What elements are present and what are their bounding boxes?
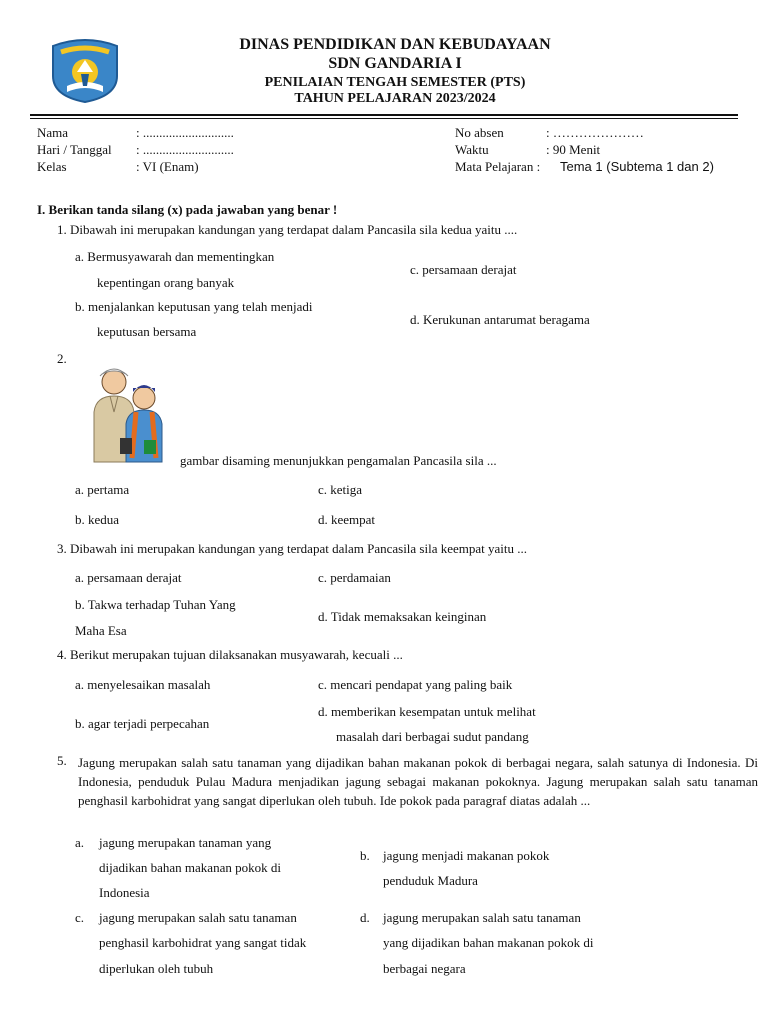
q1-option-a[interactable]: a. Bermusyawarah dan mementingkan: [75, 249, 275, 264]
q5-option-d-label[interactable]: d.: [360, 910, 370, 925]
nama-field[interactable]: : ............................: [136, 125, 234, 140]
mapel-value: Tema 1 (Subtema 1 dan 2): [560, 159, 714, 174]
q3-option-b-cont: Maha Esa: [75, 623, 127, 638]
q3-option-b[interactable]: b. Takwa terhadap Tuhan Yang: [75, 597, 236, 612]
hari-label: Hari / Tanggal: [37, 142, 112, 157]
q5-option-b-label[interactable]: b.: [360, 848, 370, 863]
header-line-2: SDN GANDARIA I: [328, 55, 462, 72]
kelas-value: : VI (Enam): [136, 159, 199, 174]
q1-option-c[interactable]: c. persamaan derajat: [410, 262, 517, 277]
q5-option-a[interactable]: jagung merupakan tanaman yang: [99, 835, 272, 850]
q1-option-d[interactable]: d. Kerukunan antarumat beragama: [410, 312, 590, 327]
kelas-label: Kelas: [37, 159, 67, 174]
q1-option-b-cont: keputusan bersama: [97, 324, 197, 339]
waktu-value: : 90 Menit: [546, 142, 601, 157]
hari-field[interactable]: : ............................: [136, 142, 234, 157]
absen-label: No absen: [455, 125, 504, 140]
section-instruction: I. Berikan tanda silang (x) pada jawaban yang benar !: [37, 202, 338, 217]
absen-field[interactable]: : …………………: [546, 125, 644, 140]
q2-option-a[interactable]: a. pertama: [75, 482, 130, 497]
illustration-father-son: [82, 362, 176, 466]
q4-option-b[interactable]: b. agar terjadi perpecahan: [75, 716, 210, 731]
header-rule-thick: [30, 114, 738, 116]
q5-option-b[interactable]: jagung menjadi makanan pokok: [383, 848, 550, 863]
header-line-4: TAHUN PELAJARAN 2023/2024: [294, 91, 496, 106]
q3-option-c[interactable]: c. perdamaian: [318, 570, 391, 585]
nama-label: Nama: [37, 125, 69, 140]
q5-option-a-label[interactable]: a.: [75, 835, 85, 850]
q5-option-c-label[interactable]: c.: [75, 910, 85, 925]
q4-option-d-cont: masalah dari berbagai sudut pandang: [336, 729, 529, 744]
question-2-text: gambar disaming menunjukkan pengamalan Pancasila sila ...: [180, 453, 497, 468]
q3-option-d[interactable]: d. Tidak memaksakan keinginan: [318, 609, 487, 624]
header-line-3: PENILAIAN TENGAH SEMESTER (PTS): [264, 75, 526, 90]
tut-wuri-handayani-logo: [47, 38, 123, 104]
q5-option-d-cont-2: berbagai negara: [383, 961, 466, 976]
question-4-text: 4. Berikut merupakan tujuan dilaksanakan musyawarah, kecuali ...: [57, 647, 403, 662]
q1-option-a-cont: kepentingan orang banyak: [97, 275, 235, 290]
q5-option-c-cont-2: diperlukan oleh tubuh: [99, 961, 214, 976]
q5-option-b-cont: penduduk Madura: [383, 873, 478, 888]
q1-option-b[interactable]: b. menjalankan keputusan yang telah menjadi: [75, 299, 313, 314]
header-line-1: DINAS PENDIDIKAN DAN KEBUDAYAAN: [239, 36, 551, 53]
q4-option-a[interactable]: a. menyelesaikan masalah: [75, 677, 211, 692]
header-rule-thin: [30, 118, 738, 119]
q3-option-a[interactable]: a. persamaan derajat: [75, 570, 182, 585]
q4-option-d[interactable]: d. memberikan kesempatan untuk melihat: [318, 704, 536, 719]
q5-option-c-cont-1: penghasil karbohidrat yang sangat tidak: [99, 935, 307, 950]
question-3-text: 3. Dibawah ini merupakan kandungan yang terdapat dalam Pancasila sila keempat yaitu ...: [57, 541, 528, 556]
mapel-label: Mata Pelajaran :: [455, 159, 541, 174]
question-1-text: 1. Dibawah ini merupakan kandungan yang terdapat dalam Pancasila sila kedua yaitu ....: [57, 222, 518, 237]
q5-option-a-cont-2: Indonesia: [99, 885, 150, 900]
q2-option-b[interactable]: b. kedua: [75, 512, 120, 527]
q5-option-c[interactable]: jagung merupakan salah satu tanaman: [99, 910, 297, 925]
q2-option-c[interactable]: c. ketiga: [318, 482, 363, 497]
question-5-paragraph: Jagung merupakan salah satu tanaman yang dijadikan bahan makanan pokok di berbagai negara, salah satunya di Indonesia. Di Indonesia, penduduk Pulau Madura menjadikan jagung sebagai makanan pokoknya. Jagung merupakan salah satu tanaman penghasil karbohidrat yang sangat diperlukan oleh tubuh. Ide pokok pada paragraf diatas adalah ...: [78, 755, 758, 808]
q4-option-c[interactable]: c. mencari pendapat yang paling baik: [318, 677, 513, 692]
waktu-label: Waktu: [455, 142, 489, 157]
q5-option-a-cont-1: dijadikan bahan makanan pokok di: [99, 860, 281, 875]
q2-option-d[interactable]: d. keempat: [318, 512, 376, 527]
question-2-number: 2.: [57, 351, 67, 366]
q5-option-d-cont-1: yang dijadikan bahan makanan pokok di: [383, 935, 594, 950]
q5-option-d[interactable]: jagung merupakan salah satu tanaman: [383, 910, 581, 925]
question-5-number: 5.: [57, 753, 67, 768]
